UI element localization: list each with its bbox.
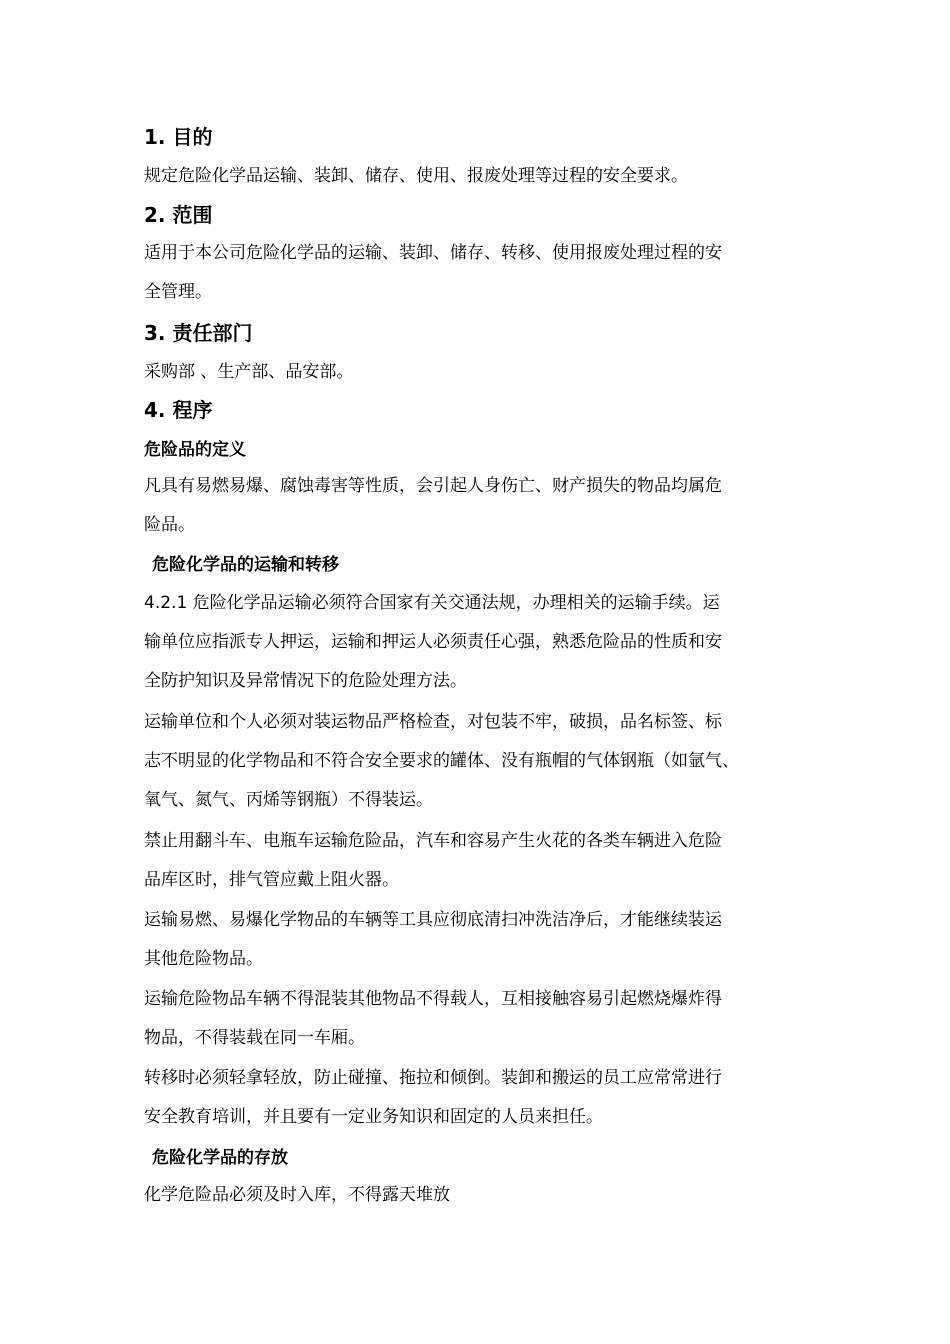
text-line: 志不明显的化学物品和不符合安全要求的罐体、没有瓶帽的气体钢瓶（如氩气、 <box>144 751 739 771</box>
transport-paragraph-1 <box>144 584 824 701</box>
transport-paragraph-3 <box>144 822 824 900</box>
text-line: 全管理。 <box>144 282 212 302</box>
section-4-heading: 4. 程序 <box>144 398 213 422</box>
text-line: 氧气、氮气、丙烯等钢瓶）不得装运。 <box>144 790 433 810</box>
text-line: 采购部 、生产部、品安部。 <box>144 362 354 382</box>
subsection-transport-heading: 危险化学品的运输和转移 <box>152 555 339 575</box>
transport-paragraph-6 <box>144 1059 824 1137</box>
section-1-heading: 1. 目的 <box>144 125 213 149</box>
text-line: 全防护知识及异常情况下的危险处理方法。 <box>144 671 467 691</box>
text-line: 物品，不得装载在同一车厢。 <box>144 1028 365 1048</box>
text-line: 转移时必须轻拿轻放，防止碰撞、拖拉和倾倒。装卸和搬运的员工应常常进行 <box>144 1068 722 1088</box>
text-line: 规定危险化学品运输、装卸、储存、使用、报废处理等过程的安全要求。 <box>144 166 688 186</box>
text-line: 禁止用翻斗车、电瓶车运输危险品，汽车和容易产生火花的各类车辆进入危险 <box>144 831 722 851</box>
text-line: 运输易燃、易爆化学物品的车辆等工具应彻底清扫冲洗洁净后，才能继续装运 <box>144 910 722 930</box>
section-2-body <box>144 234 824 312</box>
subsection-storage-heading: 危险化学品的存放 <box>152 1148 288 1168</box>
text-line: 其他危险物品。 <box>144 949 263 969</box>
text-line: 品库区时，排气管应戴上阻火器。 <box>144 870 399 890</box>
section-1-body <box>144 157 824 196</box>
storage-paragraph-1 <box>144 1176 824 1215</box>
transport-paragraph-2 <box>144 703 824 820</box>
section-2-heading: 2. 范围 <box>144 203 213 227</box>
text-line: 凡具有易燃易爆、腐蚀毒害等性质，会引起人身伤亡、财产损失的物品均属危 <box>144 476 722 496</box>
section-3-heading: 3. 责任部门 <box>144 321 253 345</box>
section-3-body <box>144 353 824 392</box>
text-line: 4.2.1 危险化学品运输必须符合国家有关交通法规，办理相关的运输手续。运 <box>144 593 720 613</box>
transport-paragraph-4 <box>144 901 824 979</box>
subsection-definition-heading: 危险品的定义 <box>144 440 246 460</box>
text-line: 险品。 <box>144 515 195 535</box>
text-line: 安全教育培训，并且要有一定业务知识和固定的人员来担任。 <box>144 1107 603 1127</box>
text-line: 化学危险品必须及时入库，不得露天堆放 <box>144 1185 450 1205</box>
text-line: 运输单位和个人必须对装运物品严格检查，对包装不牢，破损，品名标签、标 <box>144 712 722 732</box>
transport-paragraph-5 <box>144 980 824 1058</box>
text-line: 运输危险物品车辆不得混装其他物品不得载人，互相接触容易引起燃烧爆炸得 <box>144 989 722 1009</box>
definition-body <box>144 467 824 545</box>
text-line: 适用于本公司危险化学品的运输、装卸、储存、转移、使用报废处理过程的安 <box>144 243 722 263</box>
text-line: 输单位应指派专人押运，运输和押运人必须责任心强，熟悉危险品的性质和安 <box>144 632 722 652</box>
